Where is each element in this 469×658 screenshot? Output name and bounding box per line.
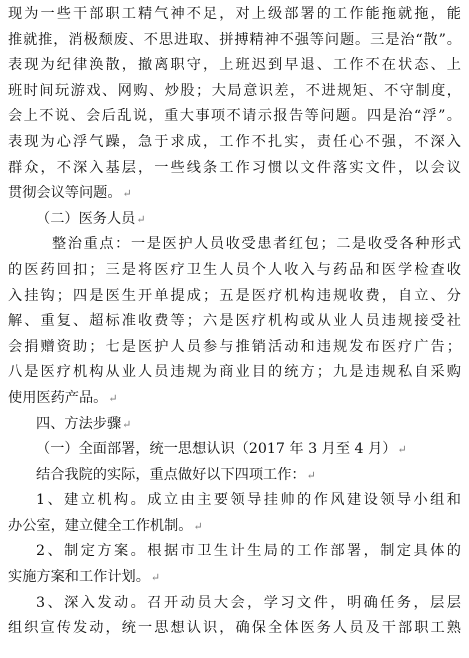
line-text: 班时间玩游戏、网购、炒股；大局意识差，不进规矩、不守制度， bbox=[8, 82, 461, 99]
line-text: 办公室，建立健全工作机制。 bbox=[8, 517, 193, 534]
heading-text: （二）医务人员 bbox=[36, 210, 136, 227]
text-line-1 bbox=[8, 2, 461, 28]
line-text: 表现为心浮气躁，急于求成，工作不扎实，责任心不强，不深入 bbox=[8, 133, 461, 150]
paragraph-mark-icon: ↵ bbox=[136, 212, 146, 226]
text-line-14 bbox=[8, 335, 461, 361]
text-line-25 bbox=[8, 616, 461, 642]
paragraph-mark-icon: ↵ bbox=[150, 571, 161, 585]
text-line-11 bbox=[8, 258, 461, 284]
text-line-20 bbox=[8, 488, 461, 514]
text-line-3 bbox=[8, 53, 461, 79]
text-line-21 bbox=[8, 514, 461, 540]
text-line-6 bbox=[8, 130, 461, 156]
line-text: 1、建立机构。成立由主要领导挂帅的作风建设领导小组和 bbox=[36, 492, 461, 509]
text-line-4 bbox=[8, 79, 461, 105]
paragraph-mark-icon: ↵ bbox=[122, 417, 132, 431]
line-text: 使用医药产品。 bbox=[8, 389, 108, 406]
text-line-2 bbox=[8, 28, 461, 54]
text-line-10 bbox=[8, 232, 461, 258]
text-line-8 bbox=[8, 181, 461, 207]
text-line-16 bbox=[8, 386, 461, 412]
paragraph-mark-icon: ↵ bbox=[108, 391, 118, 405]
section-heading-medical-staff bbox=[8, 207, 461, 233]
line-text: 群众，不深入基层，一些线条工作习惯以文件落实文件，以会议 bbox=[8, 159, 461, 176]
line-text: 实施方案和工作计划。 bbox=[8, 569, 150, 586]
line-text: 的医药回扣；三是将医疗卫生人员个人收入与药品和医学检查收 bbox=[8, 261, 461, 278]
text-line-13 bbox=[8, 309, 461, 335]
line-text: 2、制定方案。根据市卫生计生局的工作部署，制定具体的 bbox=[36, 543, 461, 560]
text-line-24 bbox=[8, 591, 461, 617]
heading-text: 四、方法步骤 bbox=[36, 415, 122, 432]
line-text: 推就推，消极颓废、不思进取、拼搏精神不强等问题。三是治“散”。 bbox=[8, 31, 461, 48]
heading-text: （一）全面部署，统一思想认识（2017 年 3 月至 4 月） bbox=[36, 441, 397, 458]
text-line-12 bbox=[8, 284, 461, 310]
text-line-7 bbox=[8, 156, 461, 182]
line-text: 组织宣传发动，统一思想认识，确保全体医务人员及干部职工熟 bbox=[8, 620, 461, 637]
text-line-23 bbox=[8, 565, 461, 591]
document-page bbox=[8, 2, 461, 642]
line-text: 贯彻会议等问题。 bbox=[8, 185, 122, 202]
line-text: 入挂钩；四是医生开单提成；五是医疗机构违规收费，自立、分 bbox=[8, 287, 461, 304]
line-text: 八是医疗机构从业人员违规为商业目的统方；九是违规私自采购 bbox=[8, 364, 461, 381]
paragraph-mark-icon: ↵ bbox=[122, 187, 132, 201]
text-line-5 bbox=[8, 104, 461, 130]
paragraph-mark-icon: ↵ bbox=[397, 443, 407, 457]
line-text: 会上不说、会后乱说，重大事项不请示报告等问题。四是治“浮”。 bbox=[8, 108, 461, 125]
line-text: 结合我院的实际，重点做好以下四项工作： bbox=[36, 466, 306, 483]
subsection-heading-deployment bbox=[8, 437, 461, 463]
text-line-22 bbox=[8, 539, 461, 565]
paragraph-mark-icon: ↵ bbox=[306, 468, 316, 482]
text-line-19 bbox=[8, 463, 461, 489]
line-text: 会捐赠资助；七是医护人员参与推销活动和违规发布医疗广告； bbox=[8, 338, 461, 355]
line-text: 表现为纪律涣散，撤离职守，上班迟到早退、工作不在状态、上 bbox=[8, 57, 461, 74]
line-text: 整治重点：一是医护人员收受患者红包；二是收受各种形式 bbox=[52, 236, 461, 253]
line-text: 解、重复、超标准收费等；六是医疗机构或从业人员违规接受社 bbox=[8, 313, 461, 330]
text-line-15 bbox=[8, 360, 461, 386]
section-heading-methods bbox=[8, 412, 461, 438]
line-text: 现为一些干部职工精气神不足，对上级部署的工作能拖就拖，能 bbox=[8, 6, 461, 22]
paragraph-mark-icon: ↵ bbox=[193, 519, 203, 533]
line-text: 3、深入发动。召开动员大会，学习文件，明确任务，层层 bbox=[36, 594, 461, 611]
